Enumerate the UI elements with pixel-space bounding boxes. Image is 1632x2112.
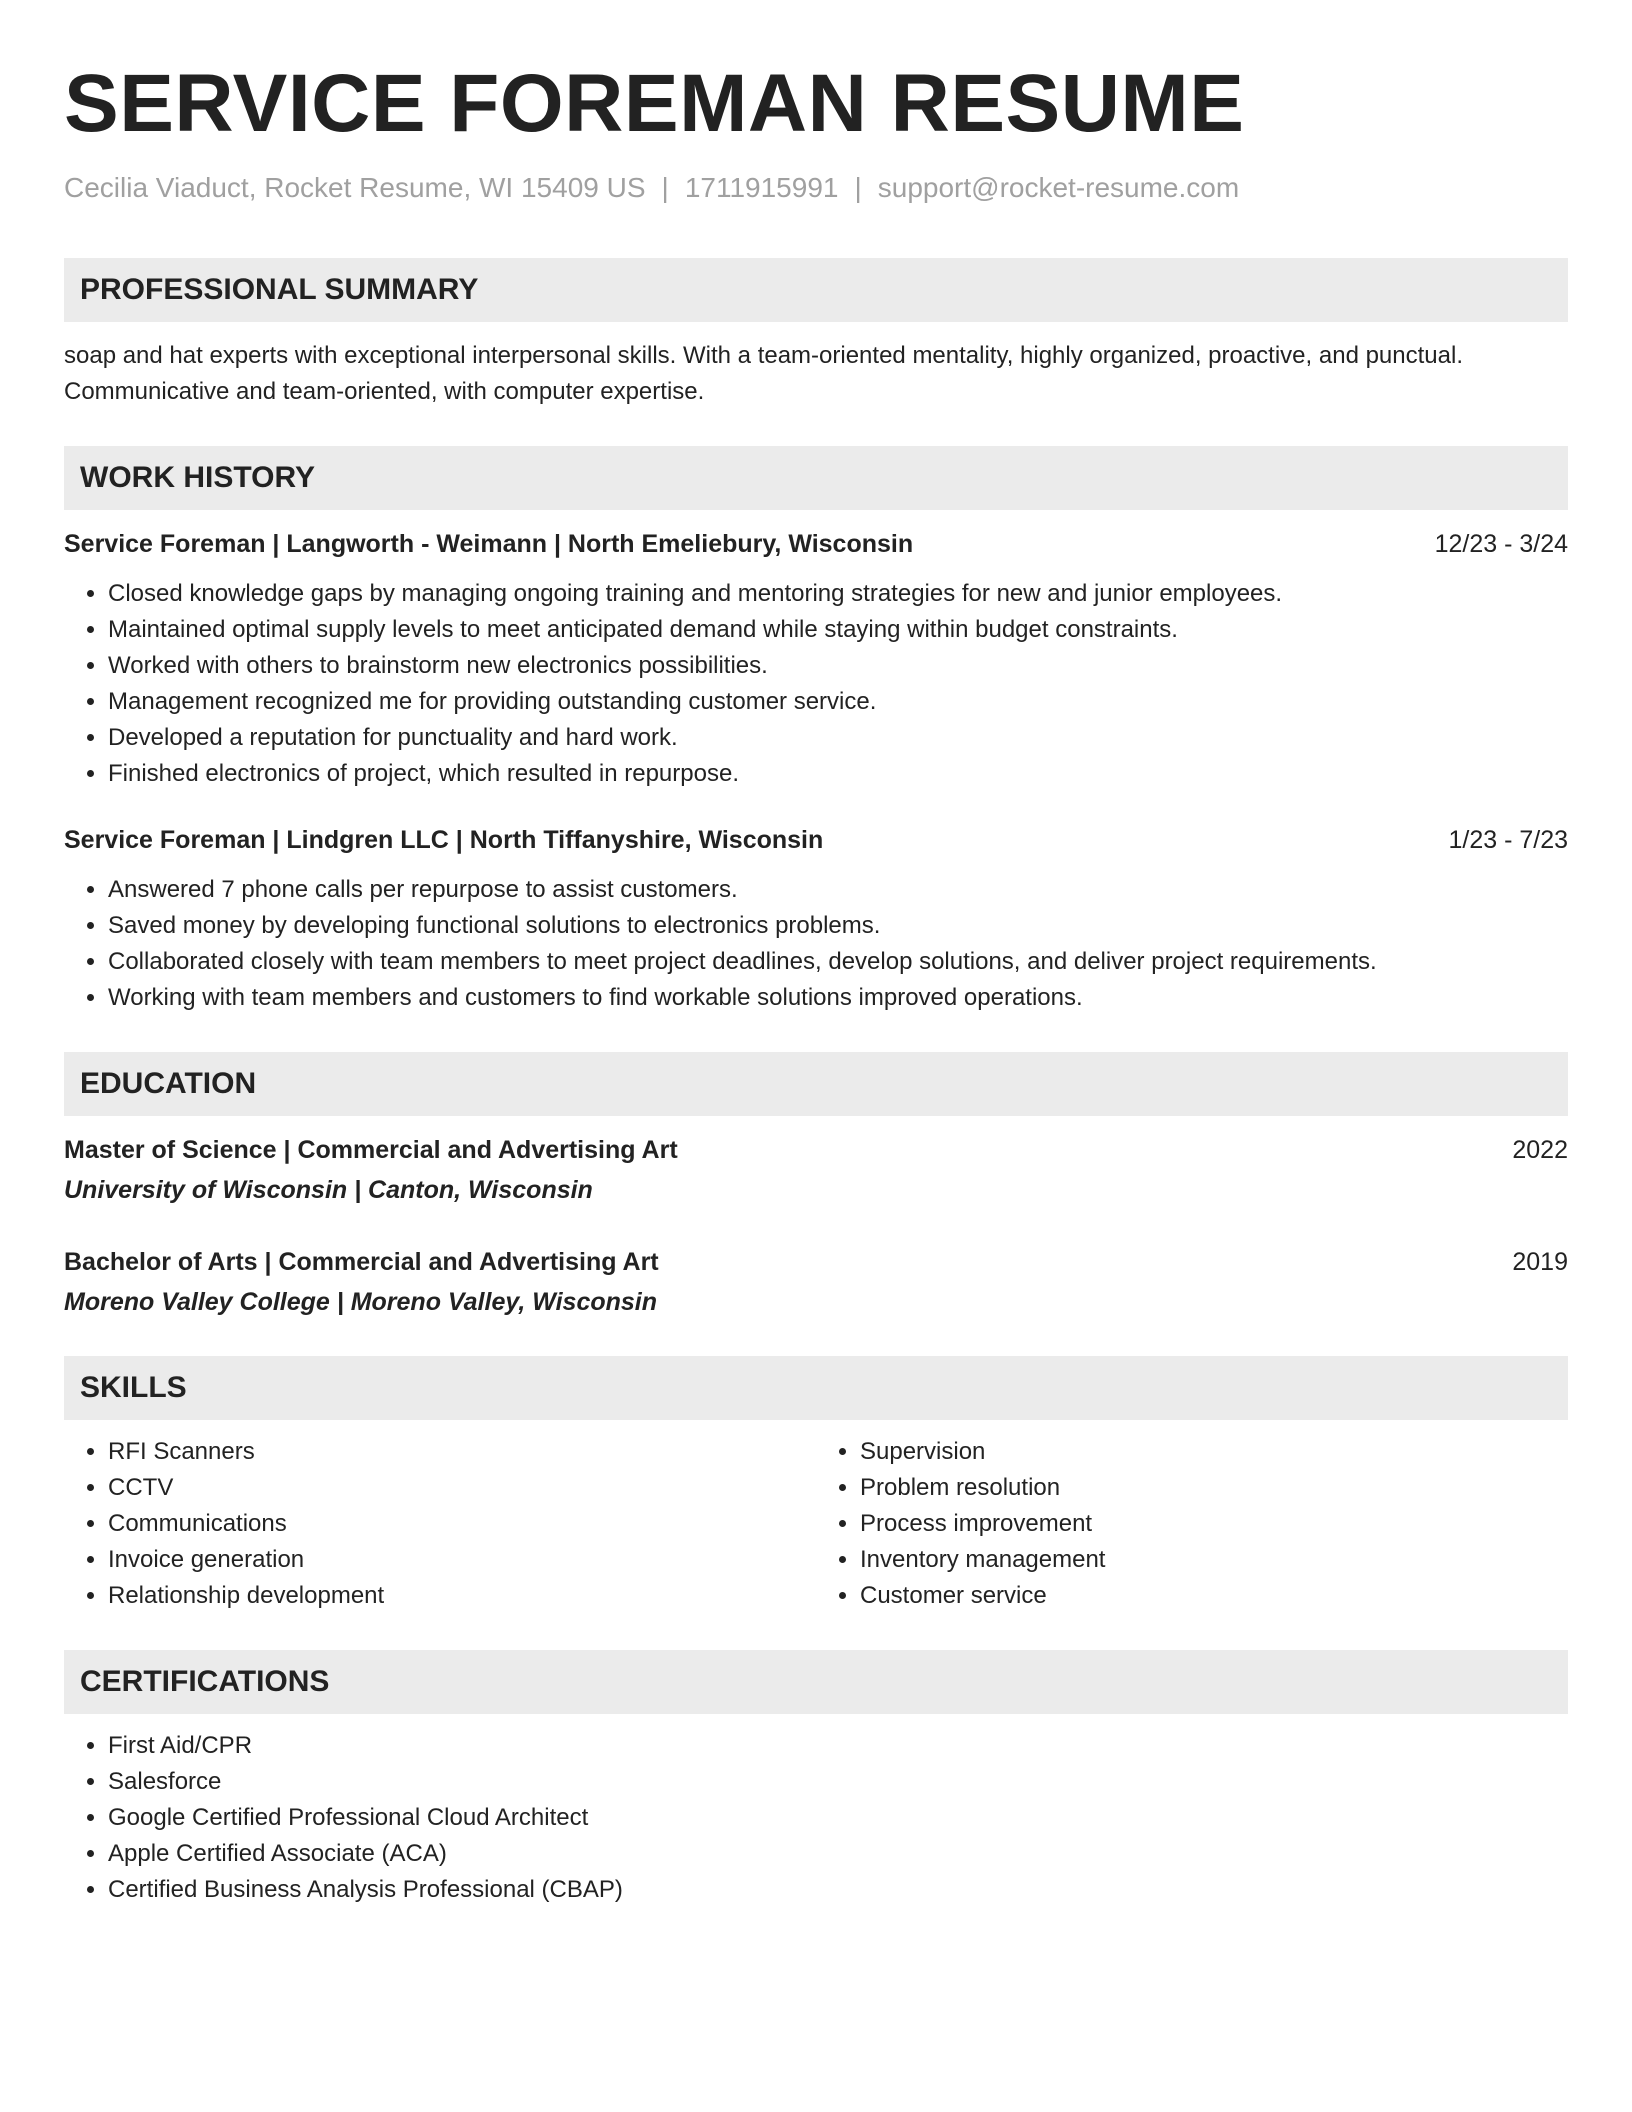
job-bullets [64, 872, 1568, 1016]
job-title: Service Foreman | Langworth - Weimann | North Emeliebury, Wisconsin [64, 530, 914, 558]
education-degree: Master of Science | Commercial and Advertising Art [64, 1136, 678, 1164]
certification-item: • Salesforce [108, 1764, 1568, 1800]
skill-item: • Inventory management [860, 1542, 1568, 1578]
skills-column-right [816, 1434, 1568, 1614]
education-school: University of Wisconsin | Canton, Wisconsin [64, 1176, 593, 1204]
education-year: 2022 [1512, 1136, 1568, 1164]
skill-item: • Supervision [860, 1434, 1568, 1470]
job-bullet: • Collaborated closely with team members to meet project deadlines, develop solutions, and deliver project requirements. [108, 944, 1568, 980]
education-entry [64, 1132, 1568, 1208]
job-bullet: • Worked with others to brainstorm new electronics possibilities. [108, 648, 1568, 684]
job-bullet: • Maintained optimal supply levels to meet anticipated demand while staying within budget constraints. [108, 612, 1568, 648]
contact-separator: | [661, 172, 669, 203]
job-bullet: • Closed knowledge gaps by managing ongoing training and mentoring strategies for new and junior employees. [108, 576, 1568, 612]
contact-email: support@rocket-resume.com [877, 172, 1240, 203]
skill-item: • CCTV [108, 1470, 816, 1506]
contact-phone: 1711915991 [684, 172, 839, 203]
section-heading-education: EDUCATION [64, 1052, 1568, 1116]
job-entry [64, 822, 1568, 1016]
skill-item: • Communications [108, 1506, 816, 1542]
job-bullet: • Management recognized me for providing outstanding customer service. [108, 684, 1568, 720]
skill-item: • Relationship development [108, 1578, 816, 1614]
education-year: 2019 [1512, 1248, 1568, 1276]
education-school: Moreno Valley College | Moreno Valley, Wisconsin [64, 1288, 658, 1316]
contact-separator: | [854, 172, 862, 203]
job-bullet: • Answered 7 phone calls per repurpose to assist customers. [108, 872, 1568, 908]
education-degree: Bachelor of Arts | Commercial and Advertising Art [64, 1248, 659, 1276]
skill-item: • RFI Scanners [108, 1434, 816, 1470]
job-entry [64, 526, 1568, 792]
job-dates: 12/23 - 3/24 [1434, 530, 1568, 558]
job-bullet: • Finished electronics of project, which resulted in repurpose. [108, 756, 1568, 792]
certification-item: • First Aid/CPR [108, 1728, 1568, 1764]
job-bullet: • Developed a reputation for punctuality and hard work. [108, 720, 1568, 756]
contact-address: Cecilia Viaduct, Rocket Resume, WI 15409 US [64, 172, 646, 203]
skills-column-left [64, 1434, 816, 1614]
section-heading-certifications: CERTIFICATIONS [64, 1650, 1568, 1714]
section-heading-work-history: WORK HISTORY [64, 446, 1568, 510]
section-heading-summary: PROFESSIONAL SUMMARY [64, 258, 1568, 322]
job-title: Service Foreman | Lindgren LLC | North Tiffanyshire, Wisconsin [64, 826, 824, 854]
skill-item: • Invoice generation [108, 1542, 816, 1578]
certifications-list [64, 1728, 1568, 1908]
skills-grid [64, 1434, 1568, 1614]
section-heading-skills: SKILLS [64, 1356, 1568, 1420]
skill-item: • Customer service [860, 1578, 1568, 1614]
contact-line [64, 170, 1568, 206]
job-bullet: • Saved money by developing functional solutions to electronics problems. [108, 908, 1568, 944]
job-bullet: • Working with team members and customers to find workable solutions improved operations. [108, 980, 1568, 1016]
resume-title: SERVICE FOREMAN RESUME [64, 58, 1245, 149]
skill-item: • Process improvement [860, 1506, 1568, 1542]
job-header [64, 822, 1568, 858]
certification-item: • Apple Certified Associate (ACA) [108, 1836, 1568, 1872]
education-entry [64, 1244, 1568, 1320]
job-dates: 1/23 - 7/23 [1448, 826, 1568, 854]
job-bullets [64, 576, 1568, 792]
certification-item: • Google Certified Professional Cloud Architect [108, 1800, 1568, 1836]
job-header [64, 526, 1568, 562]
summary-text: soap and hat experts with exceptional interpersonal skills. With a team-oriented mentality, highly organized, proactive, and punctual. Communicative and team-oriented, with computer expertise. [64, 342, 1463, 405]
skill-item: • Problem resolution [860, 1470, 1568, 1506]
certification-item: • Certified Business Analysis Professional (CBAP) [108, 1872, 1568, 1908]
education-header [64, 1244, 1568, 1280]
education-header [64, 1132, 1568, 1168]
